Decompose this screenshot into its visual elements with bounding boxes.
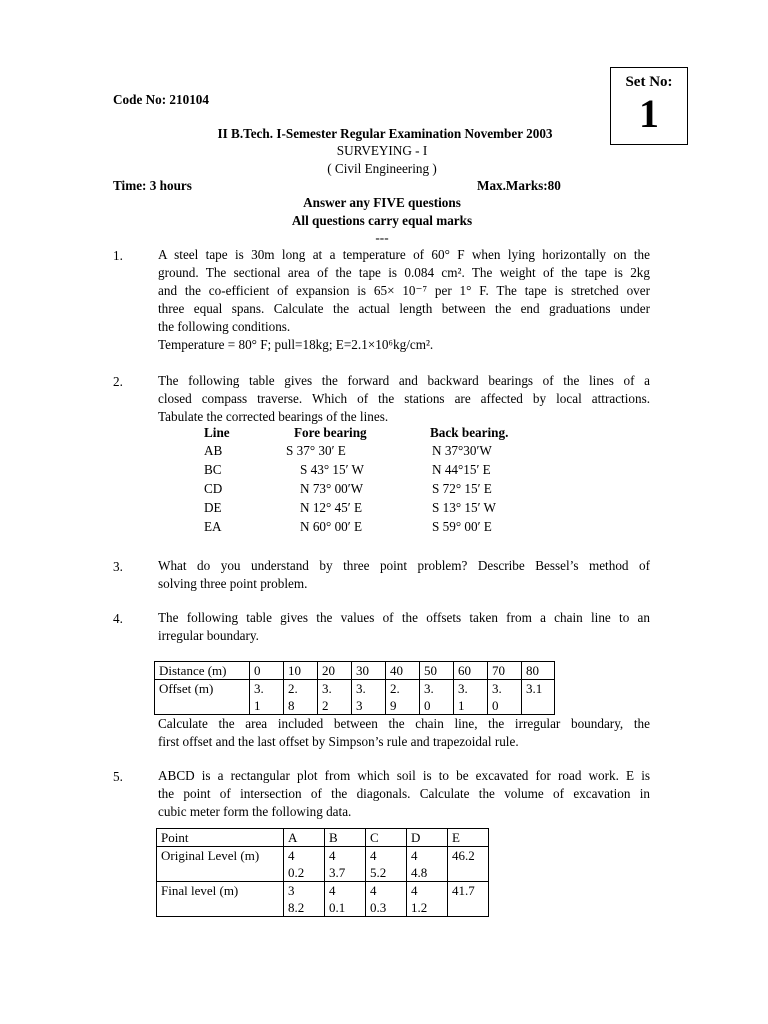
table-cell: 80 (522, 662, 555, 680)
q1-line: the following conditions. (158, 319, 291, 334)
table-cell: 70 (488, 662, 522, 680)
q1-line: A steel tape is 30m long at a temperature of 60° F when lying horizontally on the (158, 247, 650, 262)
question-5-number: 5. (113, 769, 123, 784)
table-cell: Offset (m) (155, 680, 250, 715)
bearing-cell: DE (204, 500, 222, 515)
table-cell: 10 (284, 662, 318, 680)
offsets-table (154, 661, 555, 715)
question-1-number: 1. (113, 248, 123, 263)
q1-line: and the co-efficient of expansion is 65× 10⁻⁷ per 1° F. The tape is stretched over (158, 283, 650, 298)
question-5-text (158, 767, 650, 821)
table-cell: A (284, 829, 325, 847)
subject-title: SURVEYING - I (336, 143, 428, 158)
table-cell: 60 (454, 662, 488, 680)
q5-line: ABCD is a rectangular plot from which soil is to be excavated for road work. E is (158, 768, 650, 783)
question-1-text (158, 246, 650, 354)
levels-table (156, 828, 489, 917)
table-row (157, 882, 489, 917)
table-cell: E (448, 829, 489, 847)
table-cell: 0 (250, 662, 284, 680)
question-4-number: 4. (113, 611, 123, 626)
bearing-cell: N 73° 00′W (300, 481, 364, 496)
max-marks: Max.Marks:80 (477, 178, 561, 193)
q4-line: first offset and the last offset by Simpson’s rule and trapezoidal rule. (158, 734, 519, 749)
table-row (155, 680, 555, 715)
bearing-cell: N 60° 00′ E (300, 519, 363, 534)
question-4-continuation (158, 715, 650, 751)
bearing-cell: S 13° 15′ W (432, 500, 496, 515)
table-cell: 46.2 (448, 847, 489, 882)
table-cell: 4 5.2 (366, 847, 407, 882)
q1-line: ground. The sectional area of the tape is 0.084 cm². The weight of the tape is 2kg (158, 265, 650, 280)
table-cell: 3. 0 (488, 680, 522, 715)
table-cell: Final level (m) (157, 882, 284, 917)
bearing-cell: S 37° 30′ E (286, 443, 346, 458)
table-cell: 20 (318, 662, 352, 680)
q3-line: What do you understand by three point problem? Describe Bessel’s method of (158, 558, 650, 573)
branch-title: ( Civil Engineering ) (327, 161, 437, 176)
table-cell: 3. 2 (318, 680, 352, 715)
table-row (157, 847, 489, 882)
question-3-text (158, 557, 650, 593)
bearing-header: Fore bearing (294, 425, 367, 440)
bearing-cell: N 37°30′W (432, 443, 492, 458)
table-row (157, 829, 489, 847)
bearing-header: Line (204, 425, 230, 440)
table-cell: 4 1.2 (407, 882, 448, 917)
bearing-cell: N 12° 45′ E (300, 500, 363, 515)
table-cell: 3. 3 (352, 680, 386, 715)
q1-line: Temperature = 80° F; pull=18kg; E=2.1×10⁶kg/cm². (158, 337, 434, 352)
q2-line: Tabulate the corrected bearings of the lines. (158, 409, 389, 424)
table-cell: 4 0.2 (284, 847, 325, 882)
table-cell: 4 3.7 (325, 847, 366, 882)
bearing-cell: BC (204, 462, 222, 477)
exam-title: II B.Tech. I-Semester Regular Examination November 2003 (217, 126, 553, 141)
table-cell: B (325, 829, 366, 847)
bearing-cell: S 59° 00′ E (432, 519, 492, 534)
table-cell: 41.7 (448, 882, 489, 917)
table-cell: 3.1 (522, 680, 555, 715)
table-cell: 3. 1 (454, 680, 488, 715)
table-cell: 4 0.1 (325, 882, 366, 917)
table-row (155, 662, 555, 680)
set-label: Set No: (625, 74, 673, 90)
time-label: Time: 3 hours (113, 178, 192, 193)
table-cell: Point (157, 829, 284, 847)
instruction-equal-marks: All questions carry equal marks (291, 213, 473, 228)
bearing-header: Back bearing. (430, 425, 509, 440)
table-cell: 2. 9 (386, 680, 420, 715)
table-cell: 4 0.3 (366, 882, 407, 917)
bearing-cell: AB (204, 443, 223, 458)
question-4-text (158, 609, 650, 645)
divider: --- (375, 230, 389, 245)
question-3-number: 3. (113, 559, 123, 574)
table-cell: 3 8.2 (284, 882, 325, 917)
table-cell: 50 (420, 662, 454, 680)
q1-line: three equal spans. Calculate the actual length between the end graduations under (158, 301, 650, 316)
q5-line: cubic meter form the following data. (158, 804, 352, 819)
bearing-cell: CD (204, 481, 223, 496)
table-cell: 30 (352, 662, 386, 680)
bearing-cell: EA (204, 519, 222, 534)
q2-line: The following table gives the forward and backward bearings of the lines of a (158, 373, 650, 388)
table-cell: Distance (m) (155, 662, 250, 680)
question-2-number: 2. (113, 374, 123, 389)
question-2-text (158, 372, 650, 426)
table-cell: D (407, 829, 448, 847)
table-cell: Original Level (m) (157, 847, 284, 882)
bearing-cell: S 72° 15′ E (432, 481, 492, 496)
instruction-answer: Answer any FIVE questions (303, 195, 461, 210)
table-cell: 40 (386, 662, 420, 680)
q4-line: Calculate the area included between the chain line, the irregular boundary, the (158, 716, 650, 731)
q5-line: the point of intersection of the diagonals. Calculate the volume of excavation in (158, 786, 650, 801)
table-cell: 3. 1 (250, 680, 284, 715)
q2-line: closed compass traverse. Which of the stations are affected by local attractions. (158, 391, 650, 406)
bearing-cell: N 44°15′ E (432, 462, 491, 477)
code-number: Code No: 210104 (113, 92, 209, 107)
set-number: 1 (639, 91, 659, 136)
table-cell: 3. 0 (420, 680, 454, 715)
table-cell: C (366, 829, 407, 847)
q4-line: irregular boundary. (158, 628, 259, 643)
table-cell: 4 4.8 (407, 847, 448, 882)
q3-line: solving three point problem. (158, 576, 308, 591)
bearing-cell: S 43° 15′ W (300, 462, 364, 477)
q4-line: The following table gives the values of the offsets taken from a chain line to an (158, 610, 650, 625)
table-cell: 2. 8 (284, 680, 318, 715)
